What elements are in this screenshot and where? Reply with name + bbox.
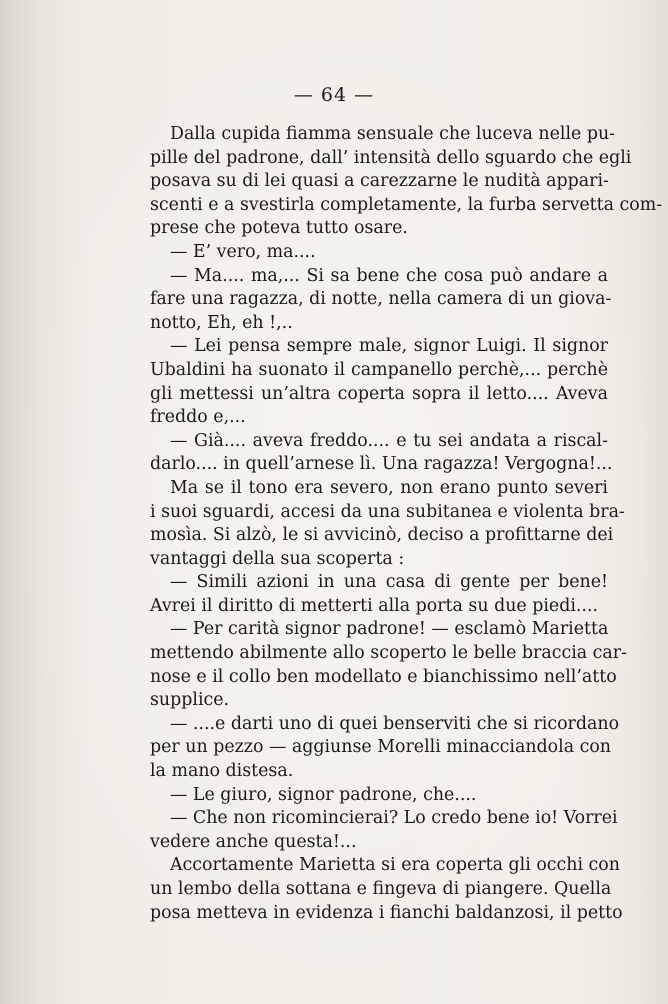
text-line: — Simili azioni in una casa di gente per bene! <box>170 572 608 593</box>
text-line: prese che poteva tutto osare. <box>150 218 408 239</box>
text-line: — Le giuro, signor padrone, che.... <box>170 784 477 805</box>
text-line: scenti e a svestirla completamente, la furba servetta com- <box>150 194 663 215</box>
text-line: — Che non ricomincierai? Lo credo bene io! Vorrei <box>170 808 618 829</box>
text-line: notto, Eh, eh !,.. <box>150 312 293 333</box>
body-text <box>150 123 663 925</box>
text-line: Accortamente Marietta si era coperta gli occhi con <box>170 855 620 876</box>
text-line: nose e il collo ben modellato e bianchissimo nell’atto <box>150 666 617 687</box>
text-line: Ubaldini ha suonato il campanello perchè,... perchè <box>150 359 608 380</box>
text-line: Ma se il tono era severo, non erano punto severi <box>170 477 608 498</box>
text-line: — Ma.... ma,... Si sa bene che cosa può andare a <box>170 265 608 286</box>
text-line: gli mettessi un’altra coperta sopra il letto.... Aveva <box>150 383 608 404</box>
text-line: fare una ragazza, di notte, nella camera di un giova- <box>150 289 612 310</box>
text-line: Dalla cupida fiamma sensuale che luceva nelle pu- <box>170 124 616 144</box>
text-line: un lembo della sottana e fingeva di piangere. Quella <box>150 879 612 899</box>
text-line: vedere anche questa!... <box>150 831 357 852</box>
text-line: la mano distesa. <box>150 761 294 782</box>
text-line: — ....e darti uno di quei benserviti che si ricordano <box>170 713 620 734</box>
page-number: — 64 — <box>293 84 375 106</box>
text-line: — Già.... aveva freddo.... e tu sei andata a riscal- <box>170 430 608 451</box>
text-line: freddo e,... <box>150 407 246 428</box>
text-line: i suoi sguardi, accesi da una subitanea e violenta bra- <box>150 501 625 522</box>
text-line: mosìa. Si alzò, le si avvicinò, deciso a profittarne dei <box>150 525 614 546</box>
text-line: supplice. <box>150 690 230 711</box>
text-line: per un pezzo — aggiunse Morelli minacciandola con <box>150 737 611 758</box>
text-line: posa metteva in evidenza i fianchi baldanzosi, il petto <box>150 902 623 923</box>
text-line: — Per carità signor padrone! — esclamò Marietta <box>170 619 609 640</box>
text-line: mettendo abilmente allo scoperto le belle braccia car- <box>150 643 627 664</box>
text-line: darlo.... in quell’arnese lì. Una ragazza! Vergogna!... <box>150 454 613 475</box>
text-line: — E’ vero, ma.... <box>170 241 316 262</box>
text-line: vantaggi della sua scoperta : <box>150 548 405 569</box>
text-line: Avrei il diritto di metterti alla porta su due piedi.... <box>150 595 599 616</box>
text-line: posava su di lei quasi a carezzarne le nudità appari- <box>150 171 609 192</box>
text-line: — Lei pensa sempre male, signor Luigi. Il signor <box>170 336 608 357</box>
text-line: pille del padrone, dall’ intensità dello sguardo che egli <box>150 147 632 168</box>
